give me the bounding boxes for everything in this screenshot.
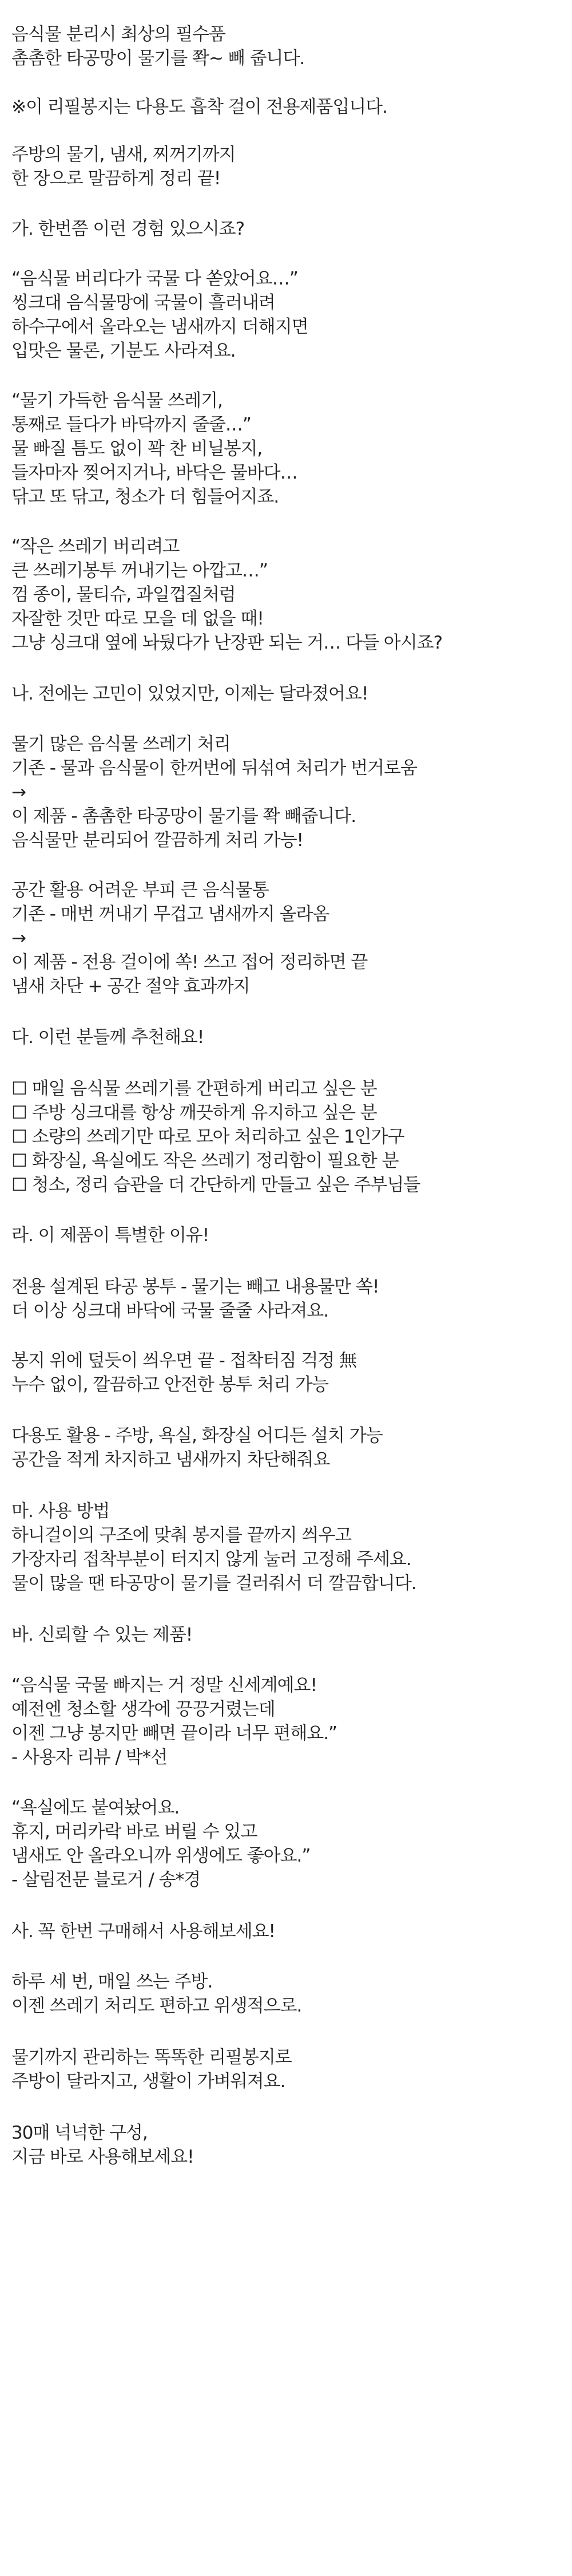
text-line: - 사용자 리뷰 / 박*선 (11, 1747, 168, 1768)
text-line: 물 빠질 틈도 없이 꽉 찬 비닐봉지, (11, 438, 263, 459)
text-line: 입맛은 물론, 기분도 사라져요. (11, 341, 236, 361)
text-line: ☐ 화장실, 욕실에도 작은 쓰레기 정리함이 필요한 분 (11, 1151, 399, 1171)
text-line: 닦고 또 닦고, 청소가 더 힘들어지죠. (11, 487, 279, 507)
text-line: 하루 세 번, 매일 쓰는 주방. (11, 1971, 213, 1992)
text-line: 물기까지 관리하는 똑똑한 리필봉지로 (11, 2047, 292, 2068)
text-line: 물기 많은 음식물 쓰레기 처리 (11, 734, 231, 754)
text-line: 공간 활용 어려운 부피 큰 음식물통 (11, 880, 269, 900)
text-line: 가장자리 접착부분이 터지지 않게 눌러 고정해 주세요. (11, 1549, 411, 1570)
text-line: 주방의 물기, 냄새, 찌꺼기까지 (11, 144, 236, 165)
text-line: 봉지 위에 덮듯이 씌우면 끝 - 접착터짐 걱정 無 (11, 1350, 357, 1371)
text-line: 예전엔 청소할 생각에 끙끙거렸는데 (11, 1699, 275, 1720)
text-line: 들자마자 찢어지거나, 바닥은 물바다… (11, 463, 297, 483)
text-line: 냄새도 안 올라오니까 위생에도 좋아요.” (11, 1846, 311, 1866)
text-line: 기존 - 매번 꺼내기 무겁고 냄새까지 올라옴 (11, 904, 329, 924)
text-line: 더 이상 싱크대 바닥에 국물 줄줄 사라져요. (11, 1301, 329, 1321)
text-line: 씽크대 음식물망에 국물이 흘러내려 (11, 293, 275, 313)
text-line: 이 제품 - 전용 걸이에 쏙! 쓰고 접어 정리하면 끝 (11, 952, 368, 973)
text-line: 촘촘한 타공망이 물기를 쫙~ 빼 줍니다. (11, 48, 305, 69)
text-line: “욕실에도 붙여놨어요. (11, 1797, 180, 1818)
text-line: 음식물 분리시 최상의 필수품 (11, 24, 225, 45)
text-line: 자잘한 것만 따로 모을 데 없을 때! (11, 609, 264, 629)
text-line: 사. 꼭 한번 구매해서 사용해보세요! (11, 1921, 275, 1942)
text-line: 껌 종이, 물티슈, 과일껍질처럼 (11, 584, 236, 605)
text-line: “음식물 버리다가 국물 다 쏟았어요…” (11, 268, 298, 289)
text-line: → (11, 928, 26, 949)
text-line: ☐ 매일 음식물 쓰레기를 간편하게 버리고 싶은 분 (11, 1078, 377, 1099)
text-line: → (11, 782, 26, 803)
text-line: 지금 바로 사용해보세요! (11, 2147, 194, 2167)
text-line: 휴지, 머리카락 바로 버릴 수 있고 (11, 1822, 257, 1842)
text-line: ☐ 청소, 정리 습관을 더 간단하게 만들고 싶은 주부님들 (11, 1175, 420, 1195)
text-line: 다. 이런 분들께 추천해요! (11, 1027, 204, 1048)
text-line: 라. 이 제품이 특별한 이유! (11, 1225, 209, 1246)
text-line: 주방이 달라지고, 생활이 가벼워져요. (11, 2071, 285, 2092)
text-line: 30매 넉넉한 구성, (11, 2123, 148, 2143)
text-line: 전용 설계된 타공 봉투 - 물기는 빼고 내용물만 쏙! (11, 1277, 379, 1297)
text-line: 마. 사용 방법 (11, 1501, 110, 1522)
text-line: 통째로 들다가 바닥까지 줄줄…” (11, 414, 251, 435)
text-line: 이젠 그냥 봉지만 빼면 끝이라 너무 편해요.” (11, 1723, 337, 1744)
text-line: 하니걸이의 구조에 맞춰 봉지를 끝까지 씌우고 (11, 1525, 352, 1546)
text-line: 음식물만 분리되어 깔끔하게 처리 가능! (11, 830, 303, 851)
text-line: ※이 리필봉지는 다용도 흡착 걸이 전용제품입니다. (11, 97, 388, 117)
text-line: 바. 신뢰할 수 있는 제품! (11, 1625, 193, 1645)
text-line: 가. 한번쯤 이런 경험 있으시죠? (11, 219, 245, 239)
text-line: 누수 없이, 깔끔하고 안전한 봉투 처리 가능 (11, 1374, 329, 1395)
text-line: “작은 쓰레기 버리려고 (11, 536, 180, 557)
text-line: 나. 전에는 고민이 있었지만, 이제는 달라졌어요! (11, 683, 368, 704)
text-line: 큰 쓰레기봉투 꺼내기는 아깝고…” (11, 560, 268, 581)
text-line: 이 제품 - 촘촘한 타공망이 물기를 쫙 빼줍니다. (11, 806, 356, 827)
text-line: 물이 많을 땐 타공망이 물기를 걸러줘서 더 깔끔합니다. (11, 1573, 416, 1594)
text-line: 그냥 싱크대 옆에 놔뒀다가 난장판 되는 거… 다들 아시죠? (11, 633, 443, 653)
text-line: - 살림전문 블로거 / 송*경 (11, 1870, 201, 1890)
text-line: 하수구에서 올라오는 냄새까지 더해지면 (11, 317, 308, 337)
text-line: “음식물 국물 빠지는 거 정말 신세계예요! (11, 1675, 317, 1696)
text-line: 다용도 활용 - 주방, 욕실, 화장실 어디든 설치 가능 (11, 1425, 383, 1446)
text-line: 이젠 쓰레기 처리도 편하고 위생적으로. (11, 1996, 302, 2016)
text-line: “물기 가득한 음식물 쓰레기, (11, 390, 223, 411)
text-line: 한 장으로 말끔하게 정리 끝! (11, 168, 221, 189)
text-line: ☐ 소량의 쓰레기만 따로 모아 처리하고 싶은 1인가구 (11, 1127, 404, 1147)
text-line: ☐ 주방 싱크대를 항상 깨끗하게 유지하고 싶은 분 (11, 1103, 377, 1123)
text-line: 공간을 적게 차지하고 냄새까지 차단해줘요 (11, 1449, 330, 1470)
text-line: 냄새 차단 + 공간 절약 효과까지 (11, 976, 250, 997)
text-line: 기존 - 물과 음식물이 한꺼번에 뒤섞여 처리가 번거로움 (11, 758, 417, 779)
